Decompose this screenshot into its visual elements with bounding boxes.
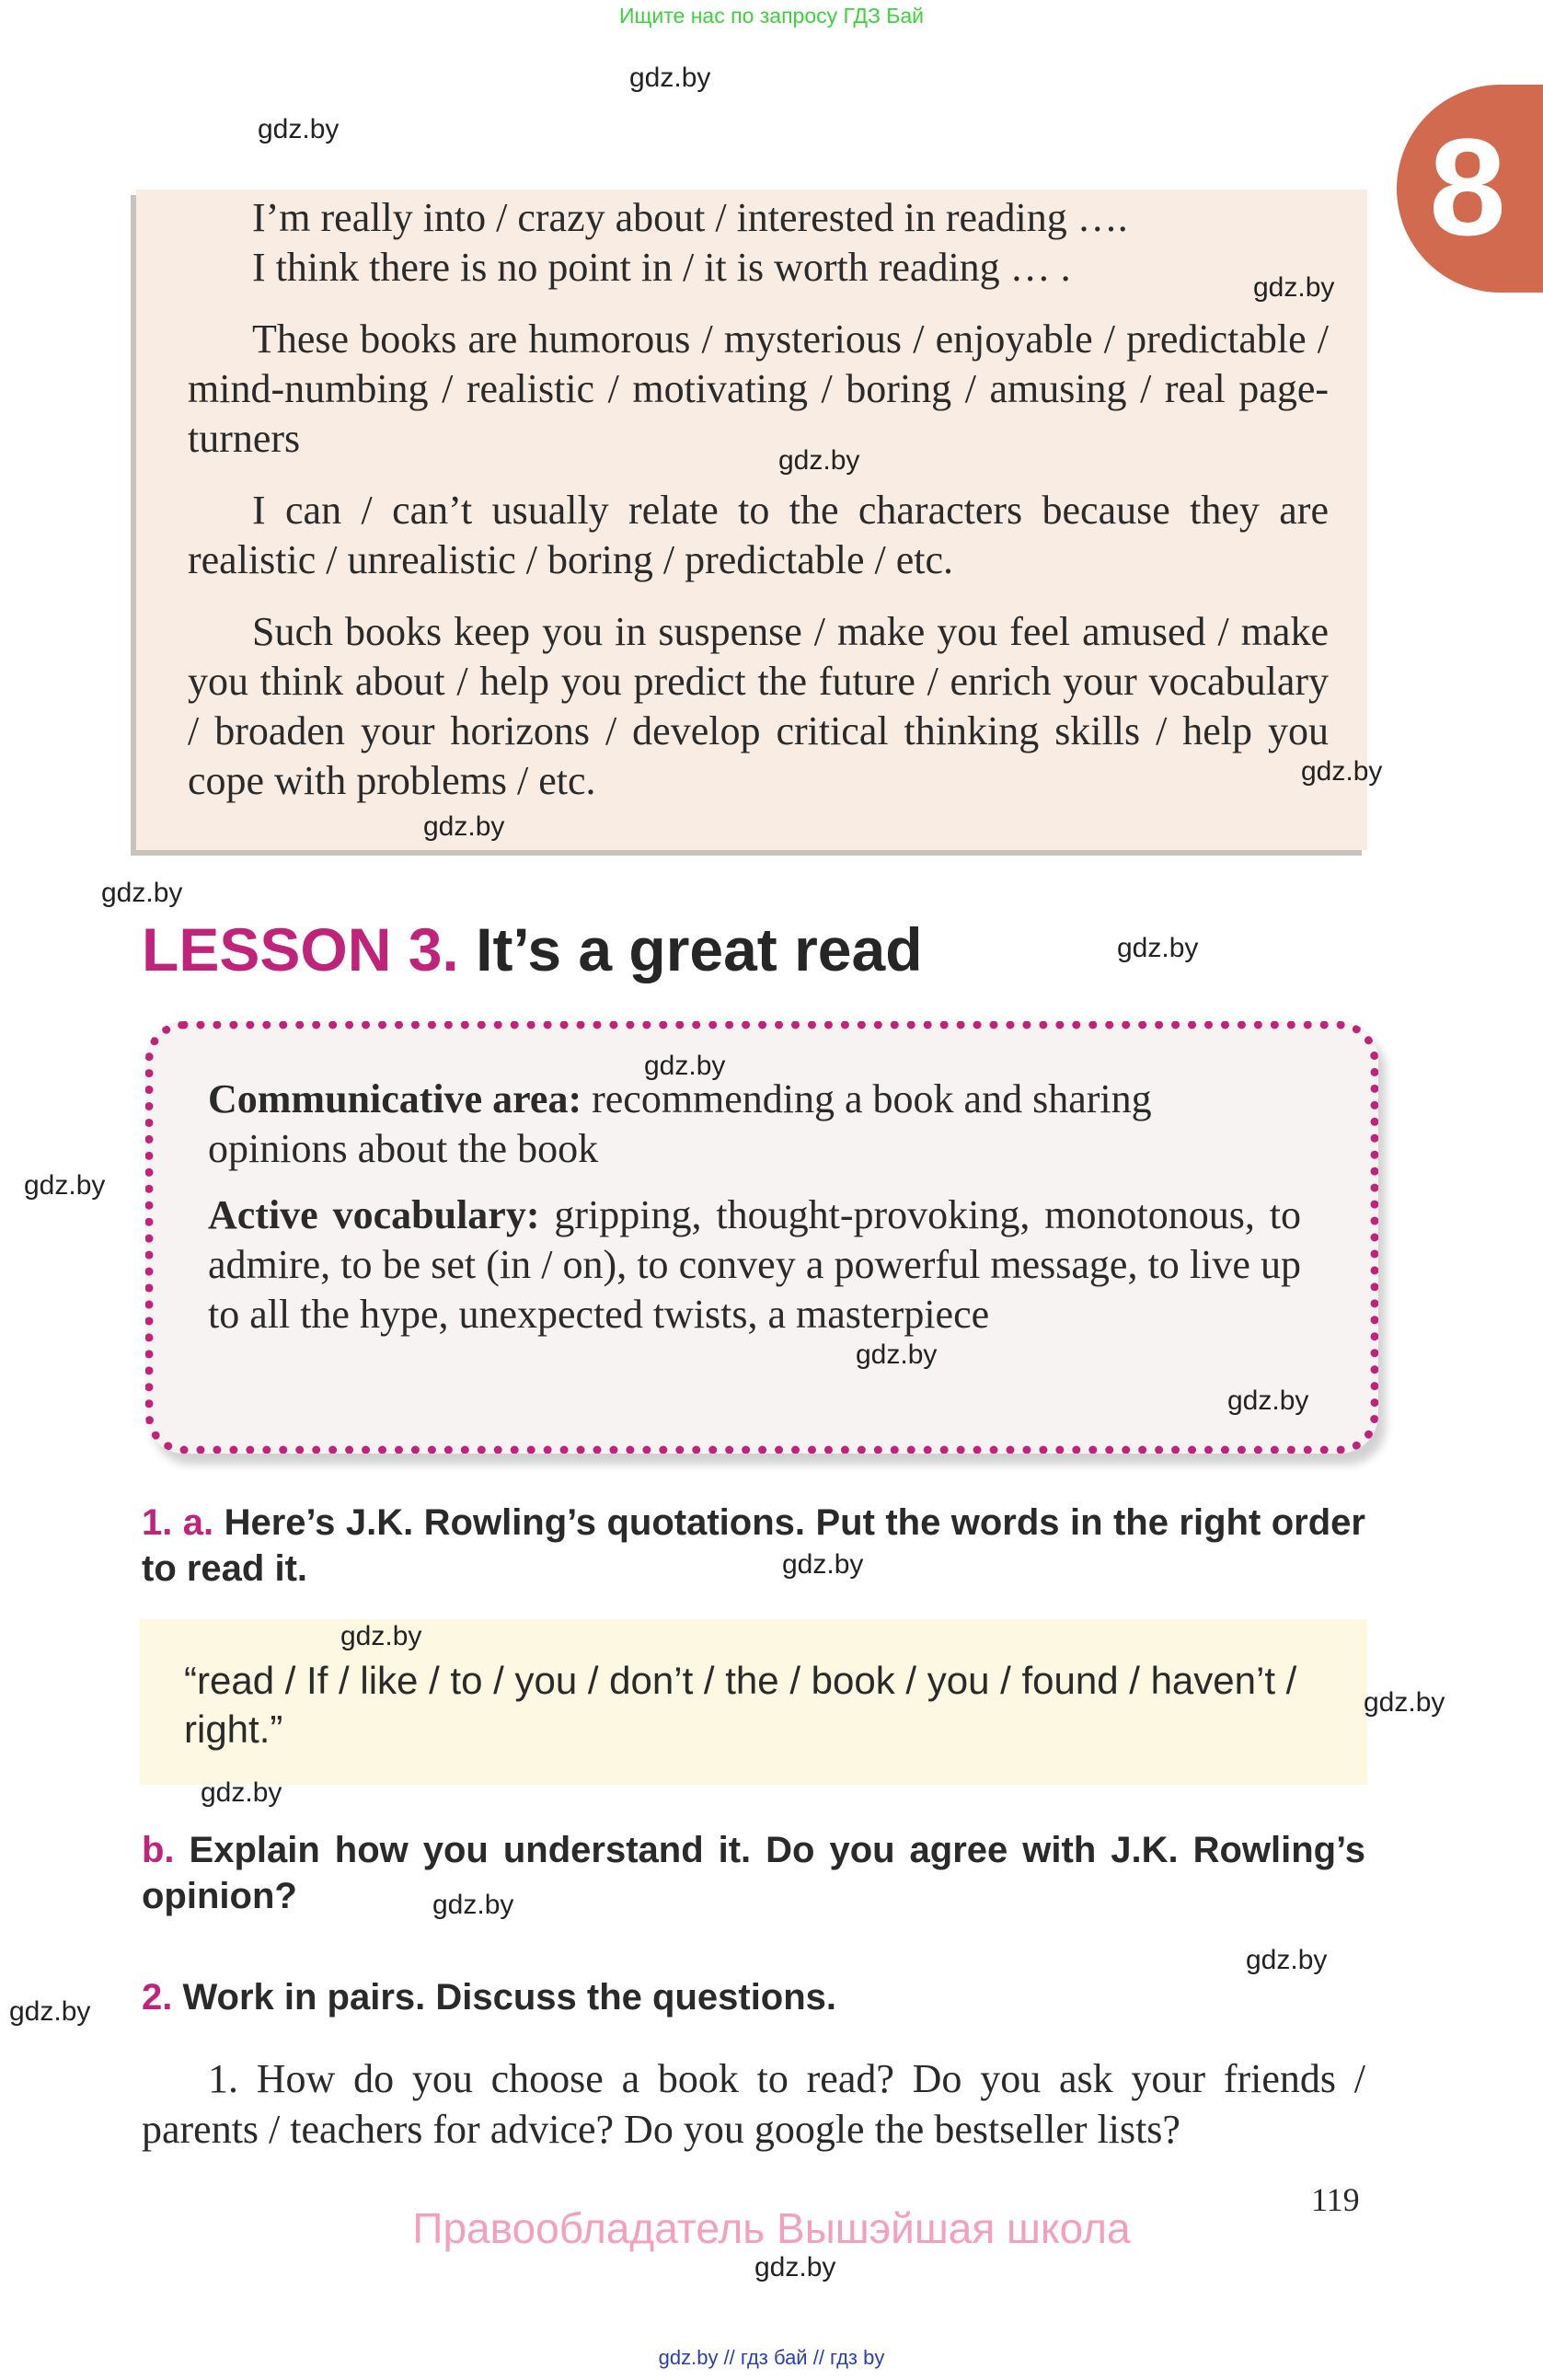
communicative-area-text: recommending a book and sharing opinions about the book — [208, 1076, 1152, 1171]
phrase-line-2: I think there is no point in / it is worth reading … . — [252, 245, 1071, 290]
active-vocabulary — [208, 1190, 1301, 1339]
task-1a-number: 1. a. — [142, 1502, 214, 1543]
scrambled-quote: “read / If / like / to / you / don’t / the / book / you / found / haven’t / right.” — [184, 1659, 1297, 1751]
task-1b-text: Explain how you understand it. Do you agree with J.K. Rowling’s opinion? — [142, 1830, 1365, 1916]
watermark: gdz.by — [856, 1339, 938, 1370]
watermark: gdz.by — [24, 1170, 106, 1201]
phrase-paragraph-3: I can / can’t usually relate to the characters because they are realistic / unrealistic / boring / predictable / etc. — [188, 488, 1329, 582]
active-vocabulary-label: Active vocabulary: — [208, 1192, 540, 1237]
watermark: gdz.by — [1246, 1945, 1328, 1975]
active-vocabulary-text: gripping, thought-provoking, monotonous, to admire, to be set (in / on), to convey a powerful message, to live up to all the hype, unexpected twists, a masterpiece — [208, 1192, 1301, 1337]
watermark: gdz.by — [644, 1051, 726, 1081]
watermark: gdz.by — [1227, 1385, 1309, 1416]
watermark: gdz.by — [258, 114, 340, 144]
top-search-banner[interactable]: Ищите нас по запросу ГДЗ Бай — [618, 4, 925, 28]
unit-number: 8 — [1429, 109, 1506, 264]
task-1b — [142, 1827, 1365, 1919]
discussion-question-1: 1. How do you choose a book to read? Do you ask your friends / parents / teachers for advice? Do you google the bestseller lists? — [142, 2056, 1365, 2152]
lesson-title: It’s a great read — [476, 915, 923, 983]
watermark: gdz.by — [782, 1549, 864, 1580]
watermark: gdz.by — [1364, 1687, 1445, 1718]
communicative-area-label: Communicative area: — [208, 1076, 582, 1121]
phrase-paragraph-4: Such books keep you in suspense / make you feel amused / make you think about / help you predict the future / enrich your vocabulary / broaden your horizons / develop critical thinking skills / help you cope with problems / etc. — [188, 609, 1329, 803]
watermark: gdz.by — [629, 63, 711, 93]
task-1b-number: b. — [142, 1830, 175, 1870]
watermark: gdz.by — [754, 2252, 836, 2282]
watermark: gdz.by — [201, 1777, 282, 1808]
lesson-number: LESSON 3. — [142, 915, 459, 983]
task-2-number: 2. — [142, 1977, 173, 2018]
watermark: gdz.by — [423, 811, 505, 842]
task-2 — [142, 1974, 1365, 2020]
watermark: gdz.by — [1253, 272, 1335, 303]
task-2-text: Work in pairs. Discuss the questions. — [182, 1977, 837, 2018]
page-number: 119 — [1311, 2181, 1360, 2218]
lesson-heading — [142, 914, 923, 984]
watermark: gdz.by — [1301, 756, 1383, 787]
watermark: gdz.by — [778, 445, 860, 476]
watermark: gdz.by — [432, 1890, 514, 1920]
task-1a — [142, 1500, 1365, 1592]
watermark: gdz.by — [9, 1996, 91, 2027]
communicative-area — [208, 1075, 1301, 1174]
task-1a-text: Here’s J.K. Rowling’s quotations. Put the words in the right order to read it. — [142, 1502, 1365, 1589]
phrase-paragraph-2: These books are humorous / mysterious / enjoyable / predictable / mind-numbing / realistic / motivating / boring / amusing / real page-turners — [188, 316, 1329, 461]
phrase-line-1: I’m really into / crazy about / interested in reading …. — [252, 195, 1128, 240]
rights-holder: Правообладатель Вышэйшая школа — [412, 2204, 1131, 2252]
watermark: gdz.by — [1117, 933, 1199, 963]
watermark: gdz.by — [101, 878, 183, 908]
bottom-links[interactable]: gdz.by // гдз бай // гдз by — [658, 2346, 885, 2369]
watermark: gdz.by — [340, 1621, 422, 1651]
